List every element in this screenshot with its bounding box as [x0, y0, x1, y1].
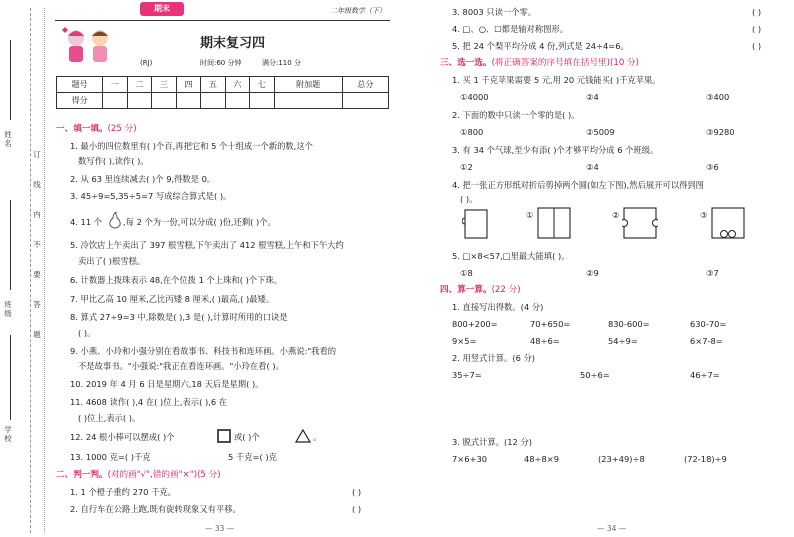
- score-cell: 五: [201, 77, 225, 93]
- choice-3: 3. 有 34 个气球,至少有添( )个才够平均分成 6 个班级。: [452, 145, 659, 155]
- calc-3-item[interactable]: 48÷8×9: [524, 454, 560, 464]
- calc-1-item[interactable]: 630-70=: [690, 319, 727, 329]
- page-number-right: — 34 —: [597, 524, 627, 533]
- score-cell: 一: [103, 77, 127, 93]
- question-5-line-1: 5. 冷饮店上午卖出了 397 根雪糕,下午卖出了 412 根雪糕,上午和下午大约: [70, 240, 344, 250]
- binding-line: [30, 8, 31, 533]
- judge-1-answer[interactable]: ( ): [352, 487, 362, 497]
- side-hint-3: 内: [33, 210, 41, 219]
- triangle-stick-icon: [294, 428, 312, 444]
- class-blank[interactable]: [10, 200, 11, 290]
- calc-3-heading: 3. 脱式计算。(12 分): [452, 437, 533, 447]
- cartoon-kids-illustration: [60, 24, 120, 68]
- folded-paper-figure: [462, 208, 492, 240]
- question-12-middle: 或( )个: [234, 432, 260, 442]
- judge-5-answer[interactable]: ( ): [752, 41, 762, 51]
- score-cell: 六: [225, 77, 249, 93]
- question-11-line-1: 11. 4608 读作( ),4 在( )位上,表示( ),6 在: [70, 397, 228, 407]
- question-11-line-2: ( )位上,表示( )。: [78, 413, 141, 423]
- choice-1-option-1[interactable]: ①4000: [460, 92, 489, 102]
- question-12-end: 。: [313, 432, 322, 442]
- side-hint-2: 线: [33, 180, 41, 189]
- judge-4-answer[interactable]: ( ): [752, 24, 762, 34]
- score-cell: 附加题: [274, 77, 342, 93]
- calc-3-item[interactable]: (23+49)÷8: [598, 454, 645, 464]
- score-cell: 二: [127, 77, 151, 93]
- judge-1: 1. 1 个橙子重约 270 千克。: [70, 487, 176, 497]
- calc-2-item[interactable]: 35÷7=: [452, 370, 482, 380]
- side-hint-6: 答: [33, 300, 41, 309]
- score-table-header-row: [57, 77, 389, 93]
- edition-tag: (RJ): [140, 59, 153, 67]
- side-hint-1: 订: [33, 150, 41, 159]
- header-subject: 二年级数学（下）: [330, 7, 386, 15]
- question-1-line-2: 数写作( ),读作( )。: [78, 156, 149, 166]
- question-4-end: ,每 2 个为一份,可以分成( )份,还剩( )个。: [123, 217, 276, 227]
- choice-4-line-2: ( )。: [460, 194, 478, 204]
- calc-1-item[interactable]: 6×7-8=: [690, 336, 723, 346]
- choice-1-option-2[interactable]: ②4: [586, 92, 599, 102]
- binding-line-inner: [44, 8, 45, 533]
- calc-3-item[interactable]: (72-18)÷9: [684, 454, 727, 464]
- option-3-shape[interactable]: [710, 206, 746, 240]
- option-2-shape[interactable]: [622, 206, 658, 240]
- question-5-line-2: 卖出了( )根雪糕。: [78, 256, 146, 266]
- question-2: 2. 从 63 里连续减去( )个 9,得数是 0。: [70, 174, 216, 184]
- question-9-line-2: 不是故事书。"小强说:"我正在看连环画。"小玲在看( )。: [78, 361, 284, 371]
- full-score: 满分:110 分: [262, 59, 301, 67]
- judge-3: 3. 8003 只读一个零。: [452, 7, 537, 17]
- question-1-line-1: 1. 最小的四位数里有( )个百,再把它和 5 个十组成一个新的数,这个: [70, 141, 313, 151]
- page-number-left: — 33 —: [205, 524, 235, 533]
- school-blank[interactable]: [10, 335, 11, 420]
- question-8-line-2: ( )。: [78, 328, 96, 338]
- option-1-shape[interactable]: [536, 206, 572, 240]
- calc-2-heading: 2. 用竖式计算。(6 分): [452, 353, 536, 363]
- judge-4: 4. □、○、☐都是轴对称图形。: [452, 24, 569, 34]
- score-input[interactable]: [201, 93, 225, 109]
- score-input[interactable]: [176, 93, 200, 109]
- choice-4: 4. 把一张正方形纸对折后剪掉两个圆(如左下图),然后展开可以得到图: [452, 180, 704, 190]
- choice-5-option-2[interactable]: ②9: [586, 268, 599, 278]
- question-13-part-2: 5 千克=( )克: [228, 452, 277, 462]
- section-3-heading: 三、选一选。(将正确答案的序号填在括号里)(10 分): [440, 58, 639, 68]
- choice-4-option-3[interactable]: ③: [700, 210, 708, 220]
- question-6: 6. 计数器上拨珠表示 48,在个位拨 1 个上珠和( )个下珠。: [70, 275, 282, 285]
- choice-4-option-2[interactable]: ②: [612, 210, 620, 220]
- score-input[interactable]: [225, 93, 249, 109]
- section-1-heading: 一、填一填。(25 分): [56, 124, 137, 134]
- choice-1: 1. 买 1 千克苹果需要 5 元,用 20 元钱能买( )千克苹果。: [452, 75, 661, 85]
- calc-1-item[interactable]: 70+650=: [530, 319, 571, 329]
- square-stick-icon: [216, 428, 232, 444]
- page-title: 期末复习四: [200, 36, 266, 51]
- score-cell: 题号: [57, 77, 103, 93]
- choice-4-option-1[interactable]: ①: [526, 210, 534, 220]
- choice-2-option-2[interactable]: ②5009: [586, 127, 615, 137]
- choice-5-option-3[interactable]: ③7: [706, 268, 719, 278]
- score-cell: 得分: [57, 93, 103, 109]
- calc-1-heading: 1. 直接写出得数。(4 分): [452, 302, 544, 312]
- calc-1-item[interactable]: 830-600=: [608, 319, 650, 329]
- choice-2-option-3[interactable]: ③9280: [706, 127, 735, 137]
- score-input[interactable]: [103, 93, 127, 109]
- side-label-class: 班级: [4, 300, 12, 318]
- question-4-start: 4. 11 个: [70, 217, 103, 227]
- choice-3-option-1[interactable]: ①2: [460, 162, 473, 172]
- score-input[interactable]: [127, 93, 151, 109]
- side-label-name: 姓名: [4, 130, 12, 148]
- calc-1-item[interactable]: 54÷9=: [608, 336, 638, 346]
- side-hint-4: 不: [33, 240, 41, 249]
- choice-5: 5. □×8<57,□里最大能填( )。: [452, 251, 570, 261]
- calc-2-item[interactable]: 46÷7=: [690, 370, 720, 380]
- score-cell: 三: [152, 77, 176, 93]
- question-10: 10. 2019 年 4 月 6 日是星期六,18 天后是星期( )。: [70, 379, 264, 389]
- score-cell: 总分: [342, 77, 388, 93]
- question-7: 7. 甲比乙高 10 厘米,乙比丙矮 8 厘米,( )最高,( )最矮。: [70, 294, 275, 304]
- calc-3-item[interactable]: 7×6+30: [452, 454, 488, 464]
- side-hint-7: 题: [33, 330, 41, 339]
- choice-2-option-1[interactable]: ①800: [460, 127, 484, 137]
- brand-logo: 期末: [140, 2, 184, 16]
- question-3: 3. 45÷9=5,35÷5=7 写成综合算式是( )。: [70, 191, 232, 201]
- choice-3-option-2[interactable]: ②4: [586, 162, 599, 172]
- question-12-start: 12. 24 根小棒可以摆成( )个: [70, 432, 175, 442]
- score-input[interactable]: [250, 93, 274, 109]
- score-input[interactable]: [152, 93, 176, 109]
- calc-1-item[interactable]: 800+200=: [452, 319, 498, 329]
- judge-3-answer[interactable]: ( ): [752, 7, 762, 17]
- score-cell: 七: [250, 77, 274, 93]
- score-cell: 四: [176, 77, 200, 93]
- calc-1-item[interactable]: 48÷6=: [530, 336, 560, 346]
- section-4-heading: 四、算一算。(22 分): [440, 285, 521, 295]
- question-8: 8. 算式 27÷9=3 中,除数是( ),3 是( ),计算时所用的口诀是: [70, 312, 288, 322]
- choice-2: 2. 下面的数中只读一个零的是( )。: [452, 110, 580, 120]
- score-input[interactable]: [274, 93, 342, 109]
- choice-3-option-3[interactable]: ③6: [706, 162, 719, 172]
- question-13-part-1: 13. 1000 克=( )千克: [70, 452, 151, 462]
- calc-2-item[interactable]: 50÷6=: [580, 370, 610, 380]
- pear-icon: [108, 211, 122, 229]
- score-input[interactable]: [342, 93, 388, 109]
- calc-1-item[interactable]: 9×5=: [452, 336, 477, 346]
- judge-2: 2. 自行车在公路上跑,既有旋转现象又有平移。: [70, 504, 241, 514]
- choice-1-option-3[interactable]: ③400: [706, 92, 730, 102]
- score-table: [56, 76, 389, 109]
- question-9-line-1: 9. 小燕、小玲和小强分别在看故事书、科技书和连环画。小燕说:"我看的: [70, 346, 337, 356]
- name-blank[interactable]: [10, 40, 11, 120]
- choice-5-option-1[interactable]: ①8: [460, 268, 473, 278]
- side-label-school: 学校: [4, 425, 12, 443]
- section-2-heading: 二、判一判。(对的画"√",错的画"×")(5 分): [56, 470, 221, 480]
- exam-time: 时间:60 分钟: [200, 59, 242, 67]
- side-hint-5: 要: [33, 270, 41, 279]
- score-table-score-row: [57, 93, 389, 109]
- judge-5: 5. 把 24 个梨平均分成 4 份,列式是 24÷4=6。: [452, 41, 629, 51]
- judge-2-answer[interactable]: ( ): [352, 504, 362, 514]
